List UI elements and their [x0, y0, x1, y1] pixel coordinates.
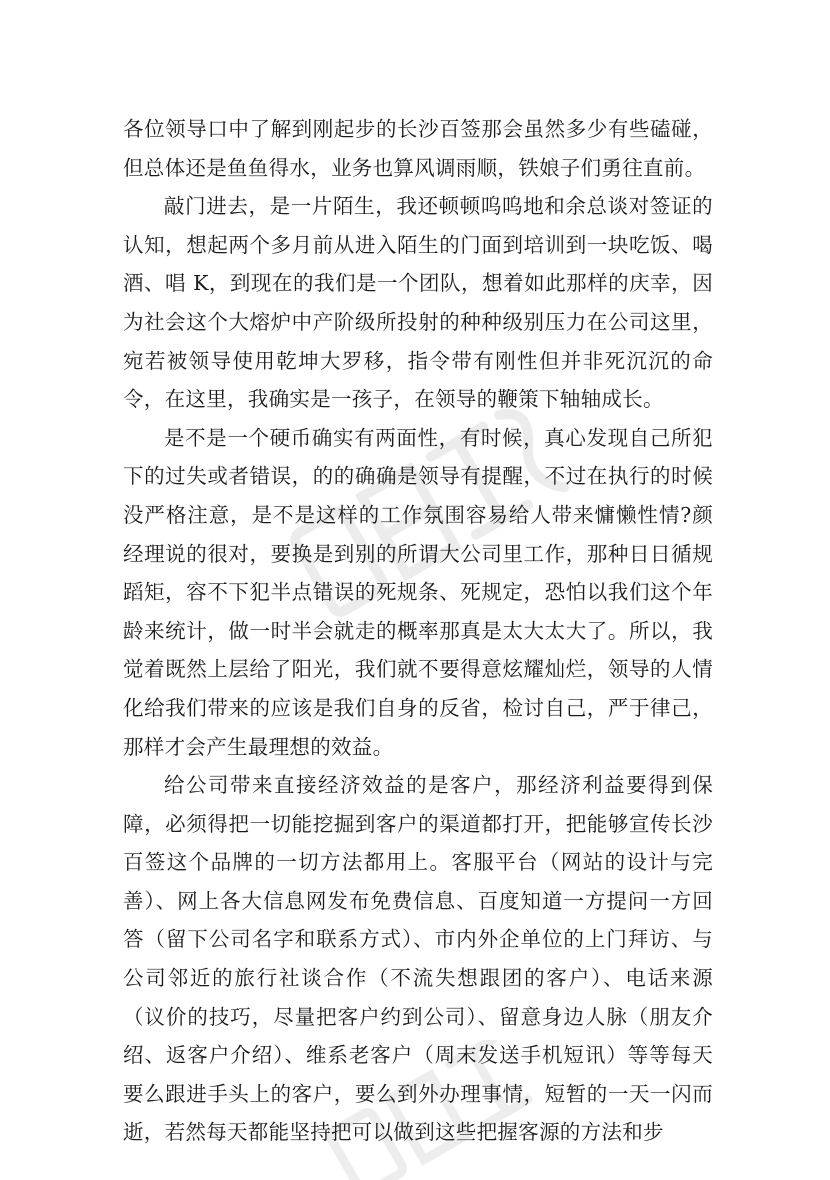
paragraph-3: 是不是一个硬币确实有两面性，有时候，真心发现自己所犯下的过失或者错误，的的确确是领导有提醒，不过在执行的时候没严格注意，是不是这样的工作氛围容易给人带来慵懒性情?颜经理说的很对，要换是到别的所谓大公司里工作，那种日日循规蹈矩，容不下犯半点错误的死规条、死规定，恐怕以我们这个年龄来统计，做一时半会就走的概率那真是太大太大了。所以，我觉着既然上层给了阳光，我们就不要得意炫耀灿烂，领导的人情化给我们带来的应该是我们自身的反省，检讨自己，严于律己，那样才会产生最理想的效益。	[123, 425, 713, 759]
paragraph-1: 各位领导口中了解到刚起步的长沙百签那会虽然多少有些磕碰，但总体还是鱼鱼得水，业务也算风调雨顺，铁娘子们勇往直前。	[123, 117, 713, 180]
paragraph-2: 敲门进去，是一片陌生，我还顿顿呜呜地和余总谈对签证的认知，想起两个多月前从进入陌生的门面到培训到一块吃饭、喝酒、唱 K，到现在的我们是一个团队，想着如此那样的庆幸，因为社会这个大熔炉中产阶级所投射的种种级别压力在公司这里，宛若被领导使用乾坤大罗移，指令带有刚性但并非死沉沉的命令，在这里，我确实是一孩子，在领导的鞭策下轴轴成长。	[123, 194, 713, 412]
document-body	[123, 110, 713, 1152]
paragraph-4: 给公司带来直接经济效益的是客户，那经济利益要得到保障，必须得把一切能挖掘到客户的渠道都打开，把能够宣传长沙百签这个品牌的一切方法都用上。客服平台（网站的设计与完善）、网上各大信息网发布免费信息、百度知道一方提问一方回答（留下公司名字和联系方式）、市内外企单位的上门拜访、与公司邻近的旅行社谈合作（不流失想跟团的客户）、电话来源（议价的技巧，尽量把客户约到公司）、留意身边人脉（朋友介绍、返客户介绍）、维系老客户（周末发送手机短讯）等等每天要么跟进手头上的客户，要么到外办理事情，短暂的一天一闪而逝，若然每天都能坚持把可以做到这些把握客源的方法和步	[123, 773, 713, 1145]
